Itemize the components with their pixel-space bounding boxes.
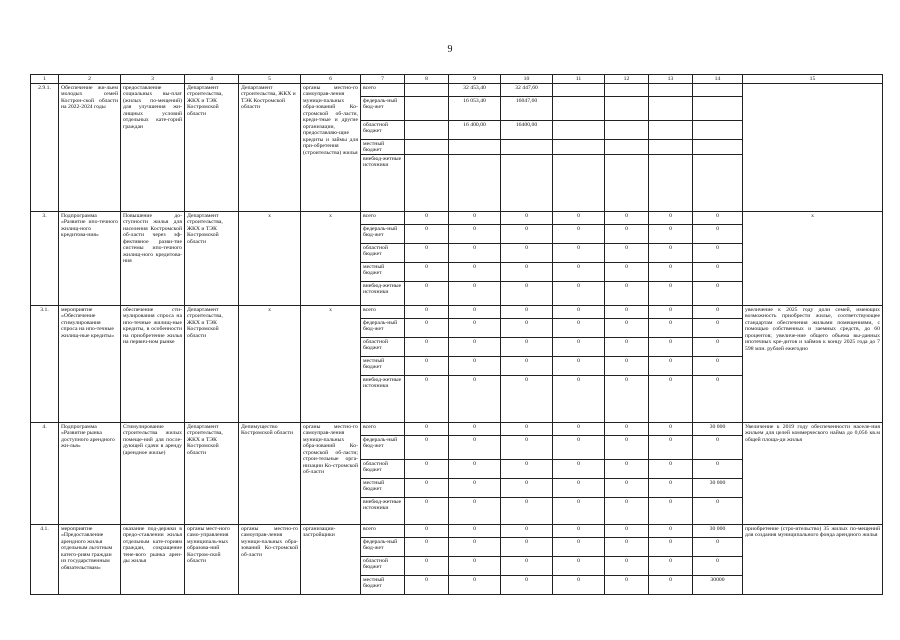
value-cell: 0 <box>693 498 743 525</box>
value-cell: 0 <box>501 338 553 357</box>
value-cell <box>649 121 693 140</box>
value-cell <box>649 140 693 155</box>
value-cell: 0 <box>449 244 501 263</box>
value-cell: 0 <box>649 319 693 338</box>
value-cell: 0 <box>649 538 693 557</box>
value-cell: 0 <box>553 460 605 479</box>
page-number: 9 <box>447 44 453 55</box>
value-cell <box>693 140 743 155</box>
value-cell: 0 <box>649 244 693 263</box>
header-cell: 3 <box>121 75 185 84</box>
participants: х <box>301 212 361 306</box>
value-cell: 0 <box>649 212 693 225</box>
row-number: 4. <box>31 423 59 525</box>
value-cell: 0 <box>449 338 501 357</box>
value-cell: 0 <box>405 357 449 376</box>
value-cell: 16400,00 <box>501 121 553 140</box>
value-cell: 30 000 <box>693 479 743 498</box>
value-cell: 0 <box>449 306 501 319</box>
value-cell: 0 <box>449 263 501 282</box>
funding-source: областной бюджет <box>361 244 405 263</box>
value-cell: 0 <box>449 479 501 498</box>
table-row <box>31 212 883 225</box>
header-cell: 8 <box>405 75 449 84</box>
program-name: мероприятие «Обеспечение стимулирования спроса на ипо-течные жилищ-ные кредиты» <box>59 306 121 423</box>
value-cell: 32 453,40 <box>449 84 501 97</box>
value-cell <box>605 121 649 140</box>
value-cell: 0 <box>693 225 743 244</box>
value-cell: 0 <box>449 376 501 423</box>
co-executor: х <box>239 306 301 423</box>
value-cell: 0 <box>605 576 649 595</box>
participants: организации-застройщики <box>301 525 361 595</box>
value-cell: 0 <box>605 212 649 225</box>
value-cell: 0 <box>553 376 605 423</box>
value-cell: 0 <box>501 306 553 319</box>
value-cell: 0 <box>405 498 449 525</box>
funding-source: областной бюджет <box>361 338 405 357</box>
value-cell: 0 <box>649 306 693 319</box>
value-cell: 0 <box>605 557 649 576</box>
value-cell: 0 <box>449 460 501 479</box>
value-cell <box>649 84 693 97</box>
funding-source: областной бюджет <box>361 121 405 140</box>
table-row <box>31 84 883 97</box>
value-cell: 0 <box>693 306 743 319</box>
value-cell <box>605 140 649 155</box>
funding-source: местный бюджет <box>361 479 405 498</box>
funding-source: федераль-ный бюд-жет <box>361 319 405 338</box>
program-name: Обеспечение жи-льем молодых семей Кострон-ской области на 2022-2024 годы <box>59 84 121 212</box>
value-cell: 0 <box>605 498 649 525</box>
value-cell: 0 <box>553 423 605 436</box>
value-cell: 16 053,40 <box>449 97 501 121</box>
program-name: Подпрограмма «Развитие ипо-течного жилищ-ного кредитова-ния» <box>59 212 121 306</box>
value-cell <box>405 97 449 121</box>
value-cell: 0 <box>449 498 501 525</box>
value-cell: 0 <box>649 576 693 595</box>
value-cell: 30000 <box>693 576 743 595</box>
value-cell: 0 <box>649 479 693 498</box>
value-cell: 0 <box>553 479 605 498</box>
value-cell: 0 <box>649 436 693 460</box>
responsible-executor: Департамент строительства, ЖКХ и ТЭК Костромской области <box>185 306 239 423</box>
funding-source: областной бюджет <box>361 460 405 479</box>
value-cell <box>405 121 449 140</box>
value-cell: 0 <box>553 338 605 357</box>
value-cell: 0 <box>501 357 553 376</box>
value-cell: 0 <box>501 376 553 423</box>
value-cell: 16047,60 <box>501 97 553 121</box>
value-cell <box>449 155 501 212</box>
value-cell: 0 <box>405 282 449 306</box>
program-goal: предоставление социальных вы-плат (жилых по-мещений) для улучшения жи-лищных условий отдельных кате-горий граждан <box>121 84 185 212</box>
table-row <box>31 423 883 436</box>
value-cell: 0 <box>649 263 693 282</box>
funding-source: местный бюджет <box>361 140 405 155</box>
value-cell: 0 <box>501 212 553 225</box>
header-cell: 5 <box>239 75 301 84</box>
value-cell <box>553 121 605 140</box>
value-cell <box>605 155 649 212</box>
co-executor: х <box>239 212 301 306</box>
value-cell: 0 <box>693 338 743 357</box>
expected-result: Увеличение к 2019 году обеспеченности населе-ния жильем для целей коммерческого найма до 0,056 кв.м общей площа-ди жилья <box>743 423 883 525</box>
co-executor: Департамент строительства, ЖКХ и ТЭК Костромской области <box>239 84 301 212</box>
value-cell: 0 <box>605 319 649 338</box>
header-cell: 2 <box>59 75 121 84</box>
value-cell: 0 <box>605 436 649 460</box>
row-number: 2.9.1. <box>31 84 59 212</box>
responsible-executor: Департамент строительства, ЖКХ и ТЭК Костромской области <box>185 84 239 212</box>
value-cell: 0 <box>405 338 449 357</box>
program-goal: обеспечение сти-мулирования спроса на ипо-течные жилищ-ные кредиты, в особенности на приобретение жилья на первич-ном рынке <box>121 306 185 423</box>
value-cell: 0 <box>649 357 693 376</box>
value-cell: 0 <box>649 557 693 576</box>
header-cell: 11 <box>553 75 605 84</box>
value-cell: 0 <box>405 436 449 460</box>
participants: х <box>301 306 361 423</box>
value-cell: 0 <box>693 263 743 282</box>
value-cell: 0 <box>693 436 743 460</box>
table-row <box>31 525 883 538</box>
value-cell: 0 <box>553 576 605 595</box>
value-cell: 0 <box>605 357 649 376</box>
value-cell <box>605 97 649 121</box>
value-cell: 0 <box>605 282 649 306</box>
value-cell: 0 <box>553 212 605 225</box>
funding-source: внебюд-жетные источники <box>361 498 405 525</box>
value-cell: 0 <box>405 319 449 338</box>
header-row <box>31 75 883 84</box>
value-cell: 0 <box>649 282 693 306</box>
value-cell: 0 <box>693 357 743 376</box>
value-cell: 0 <box>449 357 501 376</box>
value-cell <box>449 140 501 155</box>
value-cell: 0 <box>501 244 553 263</box>
value-cell: 0 <box>405 263 449 282</box>
value-cell: 0 <box>501 525 553 538</box>
expected-result: приобретение (стро-ительство) 35 жилых по-мещений для создания муниципального фонда арендного жилья <box>743 525 883 595</box>
value-cell: 0 <box>501 576 553 595</box>
funding-source: федераль-ный бюд-жет <box>361 225 405 244</box>
value-cell: 0 <box>693 212 743 225</box>
value-cell: 0 <box>553 525 605 538</box>
value-cell: 0 <box>553 498 605 525</box>
value-cell: 0 <box>449 319 501 338</box>
value-cell <box>501 140 553 155</box>
value-cell: 0 <box>693 244 743 263</box>
value-cell: 0 <box>649 338 693 357</box>
value-cell: 0 <box>553 306 605 319</box>
value-cell: 0 <box>693 319 743 338</box>
value-cell: 0 <box>605 479 649 498</box>
value-cell: 0 <box>405 460 449 479</box>
expected-result: увеличение к 2025 году доли семей, имеющих возможность приобрести жилье, соответствующее стандартам обеспечения жилыми помещениями, с помощью собственных и заемных средств, до 60 процентов; увеличе-ние общего объема вы-данных ипотечных кре-дитов и займов к концу 2025 года до 7 598 млн. рублей ежегодно <box>743 306 883 423</box>
table-row <box>31 306 883 319</box>
value-cell: 0 <box>501 225 553 244</box>
value-cell: 0 <box>605 460 649 479</box>
value-cell <box>693 84 743 97</box>
funding-source: всего <box>361 84 405 97</box>
value-cell: 0 <box>405 423 449 436</box>
value-cell <box>649 97 693 121</box>
expected-result <box>743 84 883 212</box>
funding-source: внебюд-жетные источники <box>361 282 405 306</box>
funding-source: местный бюджет <box>361 576 405 595</box>
value-cell: 0 <box>501 423 553 436</box>
program-name: Подпрограмма «Развитие рынка доступного арендного жи-лья» <box>59 423 121 525</box>
funding-source: областной бюджет <box>361 557 405 576</box>
participants: органы местно-го самоуправ-ления муници-пальных обра-зований Ко-стромской об-ласти; строи-тельные орга-низации Ко-стромской об-ласти <box>301 423 361 525</box>
value-cell: 0 <box>649 525 693 538</box>
value-cell: 0 <box>405 538 449 557</box>
value-cell: 0 <box>449 212 501 225</box>
co-executor: органы местно-го самоуправ-ления муници-пальных обра-зований Ко-стромской об-ласти <box>239 525 301 595</box>
header-cell: 4 <box>185 75 239 84</box>
value-cell <box>405 155 449 212</box>
value-cell: 0 <box>449 576 501 595</box>
value-cell: 0 <box>553 263 605 282</box>
value-cell <box>693 97 743 121</box>
value-cell <box>501 155 553 212</box>
funding-source: всего <box>361 525 405 538</box>
value-cell: 0 <box>693 282 743 306</box>
row-number: 4.1. <box>31 525 59 595</box>
value-cell: 16 400,00 <box>449 121 501 140</box>
value-cell <box>649 155 693 212</box>
value-cell: 0 <box>449 225 501 244</box>
value-cell: 0 <box>449 436 501 460</box>
header-cell: 13 <box>649 75 693 84</box>
value-cell: 0 <box>649 423 693 436</box>
value-cell: 32 447,60 <box>501 84 553 97</box>
funding-source: всего <box>361 423 405 436</box>
responsible-executor: органы мест-ного само-управления муниципаль-ных образова-ний Костром-ской области <box>185 525 239 595</box>
value-cell: 0 <box>649 376 693 423</box>
program-goal: оказание под-держки в предо-ставлении жилья отдельным кате-гориям граждан, сокращение тене-вого рынка арен-ды жилья <box>121 525 185 595</box>
funding-source: внебюд-жетные источники <box>361 155 405 212</box>
value-cell: 0 <box>553 225 605 244</box>
value-cell <box>553 97 605 121</box>
header-cell: 14 <box>693 75 743 84</box>
value-cell: 0 <box>449 525 501 538</box>
responsible-executor: Департамент строительства, ЖКХ и ТЭК Костромской области <box>185 423 239 525</box>
value-cell: 30 000 <box>693 423 743 436</box>
value-cell <box>693 121 743 140</box>
header-cell: 7 <box>361 75 405 84</box>
value-cell: 0 <box>501 557 553 576</box>
value-cell: 0 <box>605 338 649 357</box>
value-cell: 0 <box>449 282 501 306</box>
value-cell: 0 <box>605 263 649 282</box>
value-cell: 0 <box>405 212 449 225</box>
value-cell: 0 <box>405 244 449 263</box>
value-cell: 0 <box>693 376 743 423</box>
header-cell: 9 <box>449 75 501 84</box>
value-cell <box>553 140 605 155</box>
value-cell: 0 <box>449 538 501 557</box>
value-cell: 0 <box>405 479 449 498</box>
value-cell: 0 <box>553 557 605 576</box>
header-cell: 12 <box>605 75 649 84</box>
header-cell: 6 <box>301 75 361 84</box>
value-cell <box>405 84 449 97</box>
value-cell: 0 <box>501 538 553 557</box>
value-cell: 0 <box>501 282 553 306</box>
program-goal: Стимулирование строительства жилых помеще-ний для после-дующей сдачи в аренду (арендное жилье) <box>121 423 185 525</box>
value-cell: 0 <box>501 319 553 338</box>
header-cell: 15 <box>743 75 883 84</box>
funding-source: внебюд-жетные источники <box>361 376 405 423</box>
value-cell: 0 <box>501 479 553 498</box>
value-cell: 0 <box>605 306 649 319</box>
expected-result: х <box>743 212 883 306</box>
funding-source: местный бюджет <box>361 357 405 376</box>
value-cell: 0 <box>501 460 553 479</box>
value-cell: 0 <box>605 225 649 244</box>
value-cell: 0 <box>649 498 693 525</box>
value-cell: 0 <box>405 225 449 244</box>
value-cell: 0 <box>405 306 449 319</box>
value-cell <box>405 140 449 155</box>
value-cell <box>553 155 605 212</box>
participants: органы местно-го самоуправ-ления муници-пальных обра-зований Ко-стромской об-ласти, креди-тные и другие организации, предоставляю-щие кредиты и займы для при-обретения (строительства) жилья <box>301 84 361 212</box>
value-cell <box>553 84 605 97</box>
value-cell: 0 <box>693 538 743 557</box>
header-cell: 1 <box>31 75 59 84</box>
funding-source: федераль-ный бюд-жет <box>361 436 405 460</box>
value-cell: 0 <box>501 263 553 282</box>
co-executor: Депимущество Костромской области <box>239 423 301 525</box>
value-cell: 0 <box>693 460 743 479</box>
value-cell: 0 <box>553 436 605 460</box>
funding-source: местный бюджет <box>361 263 405 282</box>
funding-source: федераль-ный бюд-жет <box>361 538 405 557</box>
value-cell: 0 <box>649 460 693 479</box>
value-cell: 0 <box>649 225 693 244</box>
funding-source: федераль-ный бюд-жет <box>361 97 405 121</box>
row-number: 3. <box>31 212 59 306</box>
funding-source: всего <box>361 306 405 319</box>
value-cell: 0 <box>449 423 501 436</box>
value-cell: 0 <box>605 525 649 538</box>
program-table <box>30 74 883 595</box>
value-cell: 0 <box>553 282 605 306</box>
value-cell: 0 <box>405 376 449 423</box>
value-cell: 0 <box>405 576 449 595</box>
value-cell: 0 <box>605 538 649 557</box>
value-cell: 0 <box>693 557 743 576</box>
value-cell: 0 <box>449 557 501 576</box>
value-cell: 0 <box>605 244 649 263</box>
program-name: мероприятие «Предоставление арендного жилья отдельным льготным катего-риям граждан из государственным обязательствам» <box>59 525 121 595</box>
value-cell: 0 <box>501 436 553 460</box>
header-cell: 10 <box>501 75 553 84</box>
value-cell: 0 <box>605 423 649 436</box>
value-cell: 0 <box>405 557 449 576</box>
row-number: 3.1. <box>31 306 59 423</box>
value-cell: 0 <box>553 538 605 557</box>
value-cell: 0 <box>605 376 649 423</box>
funding-source: всего <box>361 212 405 225</box>
value-cell <box>693 155 743 212</box>
value-cell: 0 <box>501 498 553 525</box>
value-cell <box>605 84 649 97</box>
value-cell: 0 <box>553 319 605 338</box>
program-goal: Повышение до-ступности жилья для населения Костромской об-ласти через эф-фективное разви-тие системы ипо-течного жилищ-ного кредитова-ния <box>121 212 185 306</box>
value-cell: 30 000 <box>693 525 743 538</box>
value-cell: 0 <box>405 525 449 538</box>
value-cell: 0 <box>553 244 605 263</box>
responsible-executor: Департамент строительства, ЖКХ и ТЭК Костромской области <box>185 212 239 306</box>
value-cell: 0 <box>553 357 605 376</box>
